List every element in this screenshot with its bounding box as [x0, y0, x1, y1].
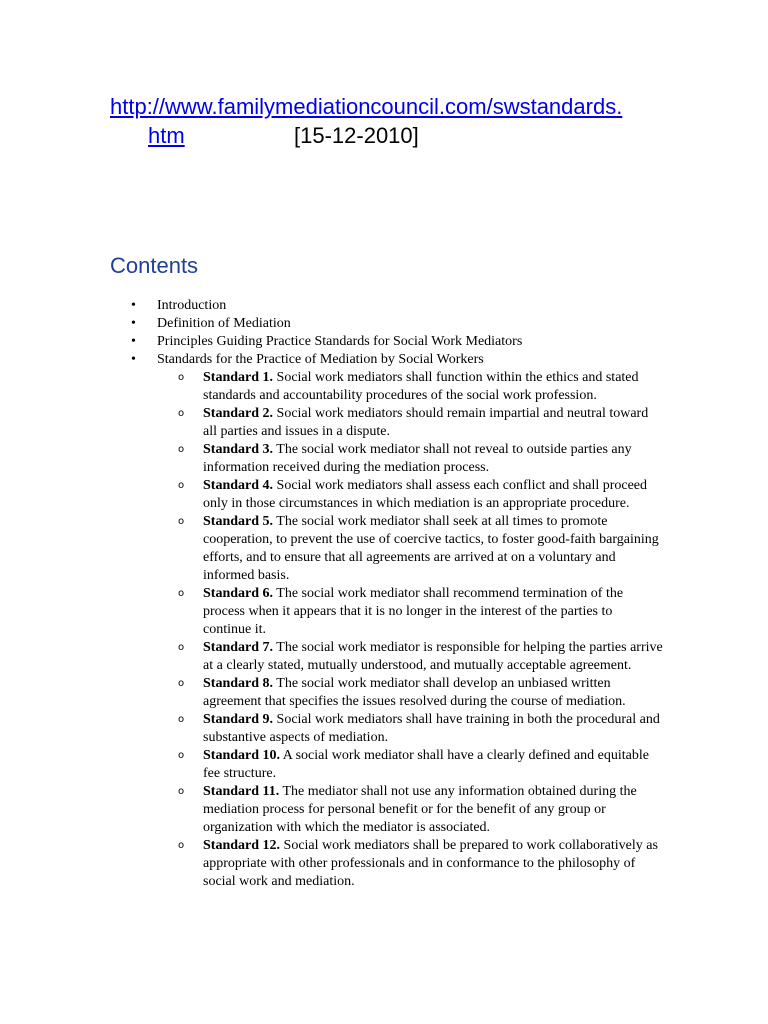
- bullet-icon: •: [131, 298, 136, 313]
- bullet-icon: •: [131, 352, 136, 367]
- standard-item: [178, 513, 763, 585]
- standard-text: A social work mediator shall have a clearly defined and equitable fee structure.: [203, 748, 649, 781]
- standard-item: [178, 747, 763, 783]
- standard-item: [178, 477, 763, 513]
- standard-label: Standard 4.: [203, 478, 274, 493]
- standard-label: Standard 11.: [203, 784, 280, 799]
- circle-bullet-icon: o: [178, 750, 185, 761]
- standard-item: [178, 405, 763, 441]
- circle-bullet-icon: o: [178, 642, 185, 653]
- standard-label: Standard 10.: [203, 748, 281, 763]
- standard-text: The social work mediator shall recommend termination of the process when it appears that it is no longer in the interest of the parties to continue it.: [203, 586, 624, 637]
- standard-item: [178, 711, 763, 747]
- source-url-part1: http://www.familymediationcouncil.com/swstandards.: [110, 94, 623, 119]
- toc-item-principles: Principles Guiding Practice Standards for Social Work Mediators: [157, 334, 523, 349]
- standard-text: Social work mediators should remain impartial and neutral toward all parties and issues in a dispute.: [203, 406, 649, 439]
- source-citation: [110, 92, 710, 150]
- bullet-icon: •: [131, 316, 136, 331]
- standard-text: The social work mediator is responsible for helping the parties arrive at a clearly stated, mutually understood, and mutually acceptable agreement.: [203, 640, 663, 673]
- circle-bullet-icon: o: [178, 678, 185, 689]
- standard-label: Standard 3.: [203, 442, 274, 457]
- standard-item: [178, 369, 763, 405]
- bullet-icon: •: [131, 334, 136, 349]
- contents-heading: Contents: [110, 253, 199, 278]
- toc-item-definition: Definition of Mediation: [157, 316, 291, 331]
- list-item: [0, 297, 768, 315]
- standard-label: Standard 1.: [203, 370, 274, 385]
- standard-label: Standard 9.: [203, 712, 274, 727]
- standard-label: Standard 8.: [203, 676, 274, 691]
- circle-bullet-icon: o: [178, 714, 185, 725]
- standard-text: The social work mediator shall develop an unbiased written agreement that specifies the issues resolved during the course of mediation.: [203, 676, 626, 709]
- standard-text: The mediator shall not use any information obtained during the mediation process for personal benefit or for the benefit of any group or organization with which the mediator is associated.: [203, 784, 637, 835]
- standard-item: [178, 639, 763, 675]
- standard-item: [178, 441, 763, 477]
- standard-text: Social work mediators shall assess each conflict and shall proceed only in those circumstances in which mediation is an appropriate procedure.: [203, 478, 648, 511]
- standard-text: The social work mediator shall seek at all times to promote cooperation, to prevent the use of coercive tactics, to foster good-faith bargaining efforts, and to ensure that all agreements are arrived at on a voluntary and informed basis.: [203, 514, 659, 583]
- standard-label: Standard 12.: [203, 838, 281, 853]
- source-url-part2: htm: [148, 123, 185, 148]
- contents-list: [0, 297, 768, 891]
- standard-text: Social work mediators shall function within the ethics and stated standards and accountability procedures of the social work profession.: [203, 370, 639, 403]
- circle-bullet-icon: o: [178, 480, 185, 491]
- circle-bullet-icon: o: [178, 588, 185, 599]
- standard-text: The social work mediator shall not reveal to outside parties any information received during the mediation process.: [203, 442, 632, 475]
- toc-item-standards: Standards for the Practice of Mediation by Social Workers: [157, 352, 484, 367]
- standard-item: [178, 675, 763, 711]
- standard-item: [178, 783, 763, 837]
- standard-text: Social work mediators shall be prepared to work collaboratively as appropriate with other professionals and in conformance to the philosophy of social work and mediation.: [203, 838, 658, 889]
- list-item: [0, 315, 768, 333]
- circle-bullet-icon: o: [178, 444, 185, 455]
- standard-label: Standard 5.: [203, 514, 274, 529]
- circle-bullet-icon: o: [178, 786, 185, 797]
- circle-bullet-icon: o: [178, 372, 185, 383]
- list-item: [0, 351, 768, 891]
- list-item: [0, 333, 768, 351]
- circle-bullet-icon: o: [178, 840, 185, 851]
- standard-item: [178, 837, 763, 891]
- standard-label: Standard 6.: [203, 586, 274, 601]
- standard-item: [178, 585, 763, 639]
- standard-label: Standard 7.: [203, 640, 274, 655]
- circle-bullet-icon: o: [178, 408, 185, 419]
- standards-list: [157, 369, 768, 891]
- source-date: [15-12-2010]: [294, 123, 419, 148]
- circle-bullet-icon: o: [178, 516, 185, 527]
- toc-item-introduction: Introduction: [157, 298, 227, 313]
- standard-label: Standard 2.: [203, 406, 274, 421]
- standard-text: Social work mediators shall have training in both the procedural and substantive aspects of mediation.: [203, 712, 660, 745]
